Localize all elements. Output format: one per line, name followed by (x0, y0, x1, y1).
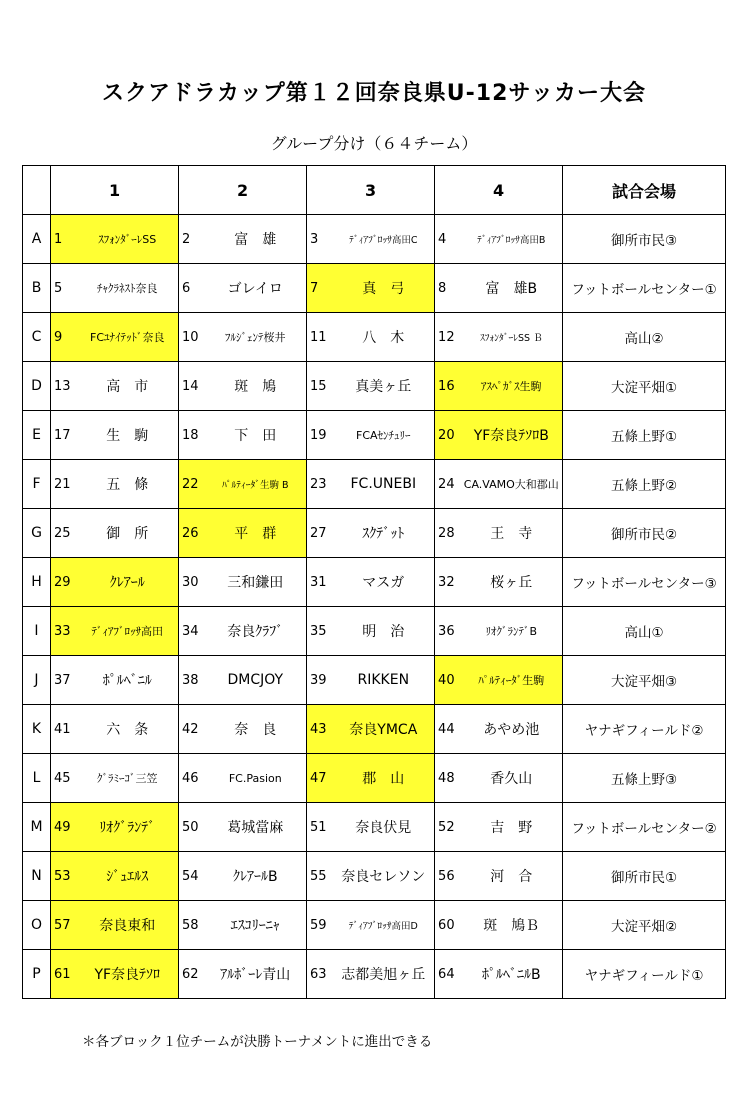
team-number: 15 (307, 362, 333, 411)
group-letter: K (23, 705, 51, 754)
team-number: 5 (51, 264, 77, 313)
team-name: 河 合 (461, 852, 563, 901)
team-name: マスガ (333, 558, 435, 607)
team-number: 41 (51, 705, 77, 754)
table-row (23, 264, 726, 313)
team-number: 35 (307, 607, 333, 656)
table-row (23, 215, 726, 264)
team-name: ﾌﾙｼﾞｪﾝﾃ桜井 (205, 313, 307, 362)
team-number: 25 (51, 509, 77, 558)
table-row (23, 950, 726, 999)
team-number: 48 (435, 754, 461, 803)
team-name: 桜ヶ丘 (461, 558, 563, 607)
team-number: 40 (435, 656, 461, 705)
team-number: 52 (435, 803, 461, 852)
team-name: ﾃﾞｨｱﾌﾞﾛｯｻ高田D (333, 901, 435, 950)
team-number: 33 (51, 607, 77, 656)
team-name: ﾊﾟﾙﾃｨｰﾀﾞ生駒 (461, 656, 563, 705)
team-name: YF奈良ﾃｿﾛB (461, 411, 563, 460)
team-number: 51 (307, 803, 333, 852)
table-header-row (23, 166, 726, 215)
team-name: ﾘｵｸﾞﾗﾝﾃﾞ (77, 803, 179, 852)
team-number: 59 (307, 901, 333, 950)
team-name: ｸﾚｱｰﾙ (77, 558, 179, 607)
team-name: 五 條 (77, 460, 179, 509)
team-number: 55 (307, 852, 333, 901)
team-number: 24 (435, 460, 461, 509)
team-name: 明 治 (333, 607, 435, 656)
group-letter: N (23, 852, 51, 901)
page-title: スクアドラカップ第１２回奈良県U-12サッカー大会 (102, 81, 646, 106)
team-name: 真美ヶ丘 (333, 362, 435, 411)
team-name: 八 木 (333, 313, 435, 362)
team-name: ﾃﾞｨｱﾌﾞﾛｯｻ高田 (77, 607, 179, 656)
header-col-2: 2 (179, 166, 307, 215)
group-letter: L (23, 754, 51, 803)
team-number: 29 (51, 558, 77, 607)
team-number: 31 (307, 558, 333, 607)
team-number: 38 (179, 656, 205, 705)
team-number: 34 (179, 607, 205, 656)
team-number: 3 (307, 215, 333, 264)
group-letter: J (23, 656, 51, 705)
team-name: ｼﾞｭｴﾙｽ (77, 852, 179, 901)
team-number: 11 (307, 313, 333, 362)
table-row (23, 362, 726, 411)
team-name: 生 駒 (77, 411, 179, 460)
venue-cell: ヤナギフィールド① (563, 950, 726, 999)
table-row (23, 705, 726, 754)
header-venue: 試合会場 (563, 166, 726, 215)
team-number: 28 (435, 509, 461, 558)
team-name: 志都美旭ヶ丘 (333, 950, 435, 999)
venue-cell: 大淀平畑③ (563, 656, 726, 705)
team-name: ﾎﾟﾙﾍﾞﾆﾙB (461, 950, 563, 999)
team-name: ﾃﾞｨｱﾌﾞﾛｯｻ高田B (461, 215, 563, 264)
team-number: 57 (51, 901, 77, 950)
team-name: ゴレイロ (205, 264, 307, 313)
team-number: 16 (435, 362, 461, 411)
group-letter: H (23, 558, 51, 607)
venue-cell: 御所市民③ (563, 215, 726, 264)
group-letter: O (23, 901, 51, 950)
team-name: ｱｽﾍﾟｶﾞｽ生駒 (461, 362, 563, 411)
team-name: ｴｽｺﾘｰﾆｬ (205, 901, 307, 950)
group-letter: D (23, 362, 51, 411)
team-number: 56 (435, 852, 461, 901)
venue-cell: 大淀平畑① (563, 362, 726, 411)
team-number: 58 (179, 901, 205, 950)
team-number: 7 (307, 264, 333, 313)
team-number: 54 (179, 852, 205, 901)
team-name: ﾁｬｸﾗﾈｽﾄ奈良 (77, 264, 179, 313)
team-number: 2 (179, 215, 205, 264)
team-number: 10 (179, 313, 205, 362)
team-name: 王 寺 (461, 509, 563, 558)
team-number: 47 (307, 754, 333, 803)
venue-cell: フットボールセンター① (563, 264, 726, 313)
team-name: ｸﾚｱｰﾙB (205, 852, 307, 901)
venue-cell: 大淀平畑② (563, 901, 726, 950)
team-name: 奈良YMCA (333, 705, 435, 754)
table-row (23, 460, 726, 509)
team-number: 9 (51, 313, 77, 362)
team-name: あやめ池 (461, 705, 563, 754)
table-row (23, 411, 726, 460)
team-number: 27 (307, 509, 333, 558)
team-number: 62 (179, 950, 205, 999)
team-name: FCﾕﾅｲﾃｯﾄﾞ奈良 (77, 313, 179, 362)
team-number: 61 (51, 950, 77, 999)
team-name: ｱﾙﾎﾞｰﾚ青山 (205, 950, 307, 999)
page-subtitle: グループ分け（６４チーム） (270, 134, 478, 153)
group-letter: G (23, 509, 51, 558)
team-number: 50 (179, 803, 205, 852)
team-name: 奈良ｸﾗﾌﾞ (205, 607, 307, 656)
team-name: ﾎﾟﾙﾍﾞﾆﾙ (77, 656, 179, 705)
team-name: 真 弓 (333, 264, 435, 313)
group-letter: A (23, 215, 51, 264)
group-letter: P (23, 950, 51, 999)
team-name: 六 条 (77, 705, 179, 754)
team-name: 高 市 (77, 362, 179, 411)
table-row (23, 656, 726, 705)
team-number: 1 (51, 215, 77, 264)
venue-cell: 五條上野③ (563, 754, 726, 803)
table-row (23, 313, 726, 362)
team-number: 46 (179, 754, 205, 803)
team-name: 斑 鳩Ｂ (461, 901, 563, 950)
team-name: ﾊﾟﾙﾃｨｰﾀﾞ生駒 B (205, 460, 307, 509)
team-number: 63 (307, 950, 333, 999)
header-col-4: 4 (435, 166, 563, 215)
team-name: 郡 山 (333, 754, 435, 803)
team-name: 奈 良 (205, 705, 307, 754)
team-name: 下 田 (205, 411, 307, 460)
team-number: 39 (307, 656, 333, 705)
team-number: 36 (435, 607, 461, 656)
team-name: 富 雄B (461, 264, 563, 313)
venue-cell: 高山① (563, 607, 726, 656)
team-name: ｽﾌｫﾝﾀﾞｰﾚSS Ｂ (461, 313, 563, 362)
venue-cell: 五條上野② (563, 460, 726, 509)
team-name: ｸﾞﾗﾐｰｺﾞ三笠 (77, 754, 179, 803)
table-row (23, 607, 726, 656)
team-number: 30 (179, 558, 205, 607)
team-number: 45 (51, 754, 77, 803)
header-col-1: 1 (51, 166, 179, 215)
group-letter: C (23, 313, 51, 362)
team-name: 葛城當麻 (205, 803, 307, 852)
venue-cell: フットボールセンター② (563, 803, 726, 852)
team-name: ﾘｵｸﾞﾗﾝﾃﾞB (461, 607, 563, 656)
footnote: ＊各ブロック１位チームが決勝トーナメントに進出できる (82, 1034, 433, 1050)
team-number: 6 (179, 264, 205, 313)
team-name: YF奈良ﾃｿﾛ (77, 950, 179, 999)
team-number: 17 (51, 411, 77, 460)
team-name: ｽｸﾃﾞｯﾄ (333, 509, 435, 558)
team-number: 18 (179, 411, 205, 460)
header-corner (23, 166, 51, 215)
table-row (23, 852, 726, 901)
group-letter: M (23, 803, 51, 852)
team-name: 奈良東和 (77, 901, 179, 950)
venue-cell: 高山② (563, 313, 726, 362)
team-name: ｽﾌｫﾝﾀﾞｰﾚSS (77, 215, 179, 264)
venue-cell: フットボールセンター③ (563, 558, 726, 607)
group-letter: I (23, 607, 51, 656)
team-name: 奈良伏見 (333, 803, 435, 852)
team-number: 20 (435, 411, 461, 460)
team-number: 21 (51, 460, 77, 509)
team-number: 49 (51, 803, 77, 852)
team-number: 42 (179, 705, 205, 754)
team-number: 23 (307, 460, 333, 509)
venue-cell: ヤナギフィールド② (563, 705, 726, 754)
team-name: FC.Pasion (205, 754, 307, 803)
table-row (23, 509, 726, 558)
table-row (23, 754, 726, 803)
team-name: FCAｾﾝﾁｭﾘｰ (333, 411, 435, 460)
table-row (23, 901, 726, 950)
team-name: 三和鎌田 (205, 558, 307, 607)
team-name: RIKKEN (333, 656, 435, 705)
group-table (22, 165, 726, 999)
group-letter: B (23, 264, 51, 313)
team-number: 37 (51, 656, 77, 705)
team-number: 26 (179, 509, 205, 558)
team-number: 8 (435, 264, 461, 313)
team-number: 19 (307, 411, 333, 460)
team-number: 13 (51, 362, 77, 411)
venue-cell: 御所市民① (563, 852, 726, 901)
team-number: 12 (435, 313, 461, 362)
team-number: 4 (435, 215, 461, 264)
team-name: 富 雄 (205, 215, 307, 264)
team-number: 32 (435, 558, 461, 607)
team-name: CA.VAMO大和郡山 (461, 460, 563, 509)
team-number: 60 (435, 901, 461, 950)
team-name: FC.UNEBI (333, 460, 435, 509)
team-name: 吉 野 (461, 803, 563, 852)
team-name: 御 所 (77, 509, 179, 558)
team-number: 43 (307, 705, 333, 754)
team-number: 53 (51, 852, 77, 901)
team-name: 平 群 (205, 509, 307, 558)
group-letter: E (23, 411, 51, 460)
team-name: 香久山 (461, 754, 563, 803)
team-number: 44 (435, 705, 461, 754)
team-name: DMCJOY (205, 656, 307, 705)
header-col-3: 3 (307, 166, 435, 215)
table-row (23, 803, 726, 852)
table-row (23, 558, 726, 607)
team-number: 14 (179, 362, 205, 411)
team-number: 22 (179, 460, 205, 509)
venue-cell: 五條上野① (563, 411, 726, 460)
team-name: 奈良セレソン (333, 852, 435, 901)
team-name: 斑 鳩 (205, 362, 307, 411)
team-number: 64 (435, 950, 461, 999)
venue-cell: 御所市民② (563, 509, 726, 558)
group-letter: F (23, 460, 51, 509)
team-name: ﾃﾞｨｱﾌﾞﾛｯｻ高田C (333, 215, 435, 264)
